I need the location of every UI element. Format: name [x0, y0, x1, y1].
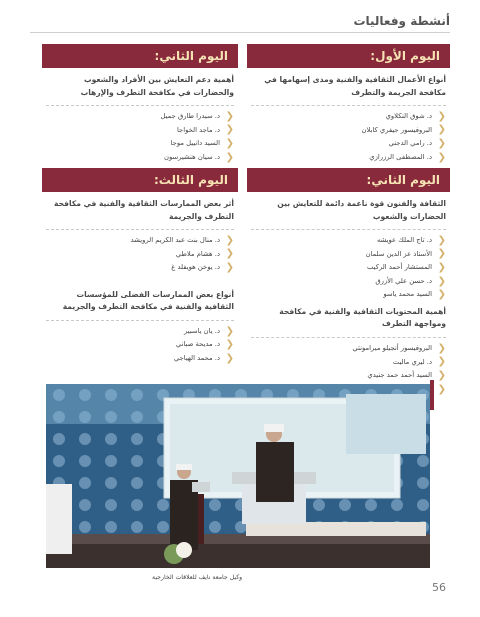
chevron-icon: ❮ — [225, 137, 234, 149]
speaker-name: د. تاج الملك عويشه — [376, 236, 432, 244]
speaker-item — [247, 248, 446, 262]
day-2b-topic-1: الثقافة والفنون قوة ناعمة دائمة للتعايش بين الحضارات والشعوب — [277, 199, 446, 221]
speaker-name: السيد أحمد حمد جنيدي — [367, 371, 432, 380]
day-3-topic-2: أنواع بعض الممارسات الفضلى للمؤسسات الثقافية والفنية في مكافحة التطرف والجريمة — [62, 289, 234, 312]
day-2a-block — [42, 44, 238, 164]
chevron-icon: ❮ — [437, 342, 446, 354]
chevron-icon: ❮ — [225, 352, 234, 364]
chevron-icon: ❮ — [225, 248, 234, 260]
speaker-name: د. ليري ماليت — [392, 357, 432, 366]
chevron-icon: ❮ — [225, 234, 234, 246]
chevron-icon: ❮ — [225, 339, 234, 351]
speaker-name: د. يوخن هويفلد غ — [171, 263, 220, 272]
chevron-icon: ❮ — [437, 151, 446, 163]
day-1-title: اليوم الأول: — [247, 44, 450, 68]
day-2b-topic-2: أهمية المحتويات الثقافية والفنية في مكافحة ومواجهة التطرف — [279, 306, 446, 329]
speaker-item — [247, 356, 446, 370]
speaker-item — [247, 151, 446, 165]
chevron-icon: ❮ — [437, 383, 446, 395]
speaker-name: د. ماجد الخواجا — [176, 125, 220, 134]
photo-caption: وكيل جامعة نايف للعلاقات الخارجية — [152, 574, 243, 581]
speaker-name: السيد دانييل موجا — [170, 139, 220, 148]
speaker-name: د. رامي الدجني — [388, 139, 432, 148]
speaker-item — [247, 124, 446, 138]
speaker-name: د. سيدرا طارق جميل — [160, 112, 220, 120]
speaker-name: د. المصطفى الرزرازي — [369, 152, 432, 161]
speaker-item — [247, 234, 446, 248]
speaker-item — [42, 352, 234, 366]
speaker-name: البروفيسور جيفري كابلان — [361, 125, 432, 134]
speaker-item — [42, 261, 234, 275]
chevron-icon: ❮ — [225, 124, 234, 136]
divider — [46, 105, 234, 106]
day-3-block — [42, 168, 238, 366]
speaker-name: د. محمد الهياجي — [173, 353, 220, 362]
day-1-topic-1: أنواع الأعمال الثقافية والفنية ومدى إسهامها في مكافحة الجريمة والتطرف — [264, 75, 446, 97]
speaker-item — [42, 124, 234, 138]
speaker-item — [42, 325, 234, 339]
chevron-icon: ❮ — [437, 124, 446, 136]
day-2a-title: اليوم الثاني: — [42, 44, 238, 68]
speaker-item — [42, 338, 234, 352]
chevron-icon: ❮ — [225, 261, 234, 273]
day-2b-block — [247, 168, 450, 396]
day-3-title: اليوم الثالث: — [42, 168, 238, 192]
day-2a-topic-1: أهمية دعم التعايش بين الأفراد والشعوب والحضارات في مكافحة التطرف والإرهاب — [80, 75, 234, 97]
chevron-icon: ❮ — [437, 248, 446, 260]
speaker-name: د. شوق النكلاوي — [385, 112, 432, 120]
chevron-icon: ❮ — [437, 289, 446, 301]
chevron-icon: ❮ — [225, 110, 234, 122]
speaker-name: السيد محمد ياسو — [383, 290, 432, 299]
speaker-name: د. مديحة صباني — [175, 340, 220, 349]
page-number: 56 — [432, 581, 446, 594]
divider — [46, 229, 234, 230]
page-title: أنشطة وفعاليات — [353, 14, 450, 28]
day-3-topic-1: أثر بعض الممارسات الثقافية والفنية في مكافحة التطرف والجريمة — [53, 199, 234, 221]
conference-scene — [46, 384, 430, 568]
speaker-item — [42, 151, 234, 165]
chevron-icon: ❮ — [437, 137, 446, 149]
day-2b-title: اليوم الثاني: — [247, 168, 450, 192]
speaker-item — [247, 342, 446, 356]
event-photo — [46, 384, 430, 568]
speaker-name: د. يان ياسبير — [184, 326, 220, 335]
speaker-item — [247, 137, 446, 151]
speaker-item — [42, 137, 234, 151]
speaker-item — [42, 234, 234, 248]
speaker-item — [247, 275, 446, 289]
speaker-item — [247, 288, 446, 302]
chevron-icon: ❮ — [437, 275, 446, 287]
divider — [251, 105, 446, 106]
speaker-name: د. سيان هنشيرسون — [163, 152, 220, 161]
chevron-icon: ❮ — [437, 369, 446, 381]
chevron-icon: ❮ — [437, 110, 446, 122]
chevron-icon: ❮ — [225, 151, 234, 163]
speaker-name: د. هشام ملاطي — [175, 249, 220, 258]
divider — [46, 320, 234, 321]
speaker-name: البروفيسور أنجيلو ميرامونتي — [352, 343, 432, 352]
speaker-item — [42, 110, 234, 124]
divider — [251, 337, 446, 338]
chevron-icon: ❮ — [437, 261, 446, 273]
speaker-item — [247, 110, 446, 124]
speaker-name: المستشار أحمد الركيب — [367, 263, 432, 272]
speaker-item — [42, 248, 234, 262]
day-1-speakers — [247, 110, 450, 164]
speaker-item — [247, 369, 446, 383]
chevron-icon: ❮ — [437, 234, 446, 246]
day-2b-speakers-1 — [247, 234, 450, 302]
accent-bar — [430, 380, 434, 410]
header-divider — [30, 32, 450, 33]
speaker-name: د. منال بنت عبد الكريم الرويشد — [130, 236, 220, 244]
speaker-name: الأستاذ عز الدين سلمان — [365, 249, 432, 258]
speaker-item — [247, 261, 446, 275]
speaker-name: د. حسن علي الأزرق — [375, 276, 432, 285]
day-2a-speakers — [42, 110, 238, 164]
chevron-icon: ❮ — [437, 356, 446, 368]
divider — [251, 229, 446, 230]
day-3-speakers-1 — [42, 234, 238, 275]
day-3-speakers-2 — [42, 325, 238, 366]
day-1-block — [247, 44, 450, 164]
chevron-icon: ❮ — [225, 325, 234, 337]
